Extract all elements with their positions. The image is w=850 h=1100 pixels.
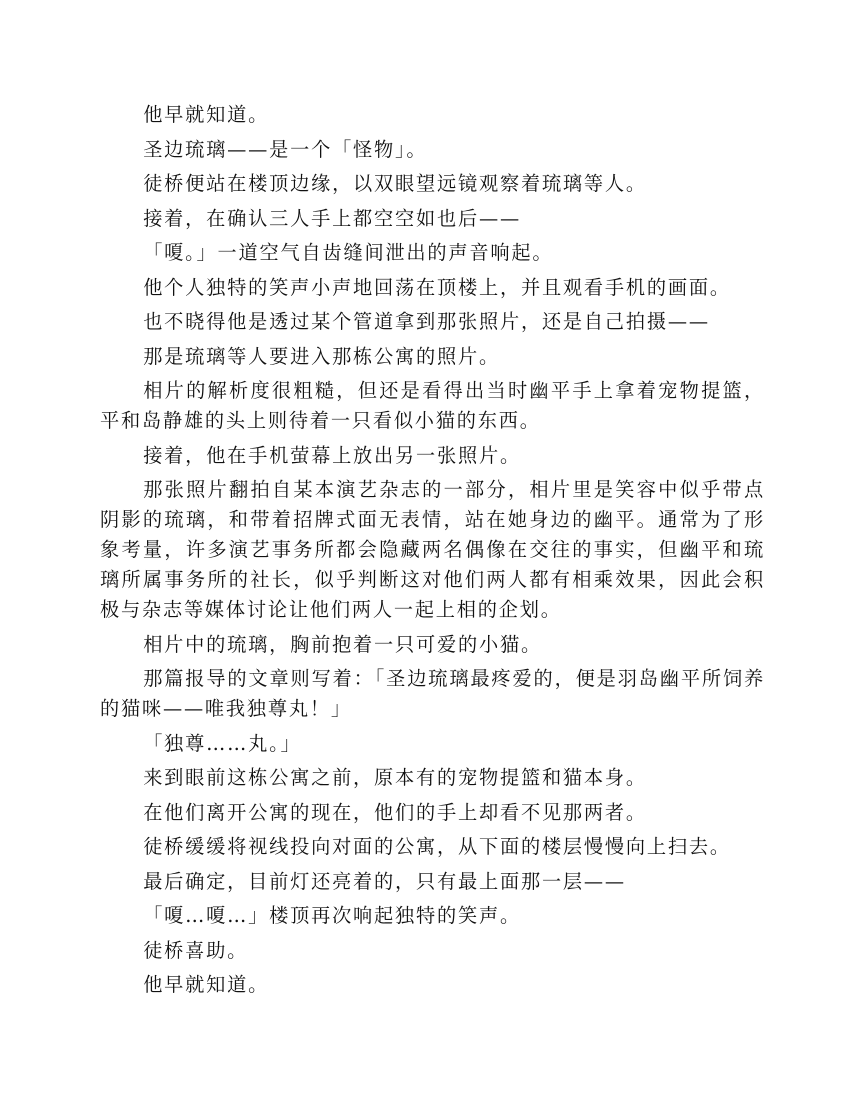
paragraph: 在他们离开公寓的现在，他们的手上却看不见那两者。	[143, 800, 647, 824]
paragraph: 徒桥缓缓将视线投向对面的公寓，从下面的楼层慢慢向上扫去。	[143, 835, 731, 858]
paragraph: 那篇报导的文章则写着：「圣边琉璃最疼爱的，便是羽岛幽平所饲养的猫咪——唯我独尊丸！」	[100, 667, 765, 720]
paragraph: 他早就知道。	[143, 103, 270, 126]
paragraph: 「嗄。」一道空气自齿缝间泄出的声音响起。	[143, 241, 554, 264]
paragraph: 徒桥便站在楼顶边缘，以双眼望远镜观察着琉璃等人。	[143, 172, 647, 195]
paragraph: 「嗄…嗄…」楼顶再次响起独特的笑声。	[143, 904, 521, 927]
paragraph: 也不晓得他是透过某个管道拿到那张照片，还是自己拍摄——	[143, 310, 710, 333]
paragraph: 「独尊……丸。」	[143, 731, 302, 755]
paragraph: 那是琉璃等人要进入那栋公寓的照片。	[143, 344, 500, 368]
paragraph: 相片的解析度很粗糙，但还是看得出当时幽平手上拿着宠物提篮，平和岛静雄的头上则待着一只看似小猫的东西。	[100, 379, 765, 432]
paragraph: 他个人独特的笑声小声地回荡在顶楼上，并且观看手机的画面。	[143, 275, 731, 299]
paragraph: 那张照片翻拍自某本演艺杂志的一部分，相片里是笑容中似乎带点阴影的琉璃，和带着招牌式面无表情，站在她身边的幽平。通常为了形象考量，许多演艺事务所都会隐藏两名偶像在交往的事实，但幽平和琉璃所属事务所的社长，似乎判断这对他们两人都有相乘效果，因此会积极与杂志等媒体讨论让他们两人一起上相的企划。	[100, 478, 765, 621]
paragraph: 来到眼前这栋公寓之前，原本有的宠物提篮和猫本身。	[143, 766, 647, 789]
paragraph: 徒桥喜助。	[143, 938, 249, 962]
paragraph: 接着，在确认三人手上都空空如也后——	[143, 206, 521, 230]
paragraph: 最后确定，目前灯还亮着的，只有最上面那一层——	[143, 869, 626, 893]
paragraph: 相片中的琉璃，胸前抱着一只可爱的小猫。	[143, 632, 542, 656]
paragraph: 圣边琉璃——是一个「怪物」。	[143, 137, 428, 161]
document-page	[100, 100, 765, 1005]
paragraph: 接着，他在手机萤幕上放出另一张照片。	[143, 443, 521, 467]
paragraph: 他早就知道。	[143, 973, 270, 996]
